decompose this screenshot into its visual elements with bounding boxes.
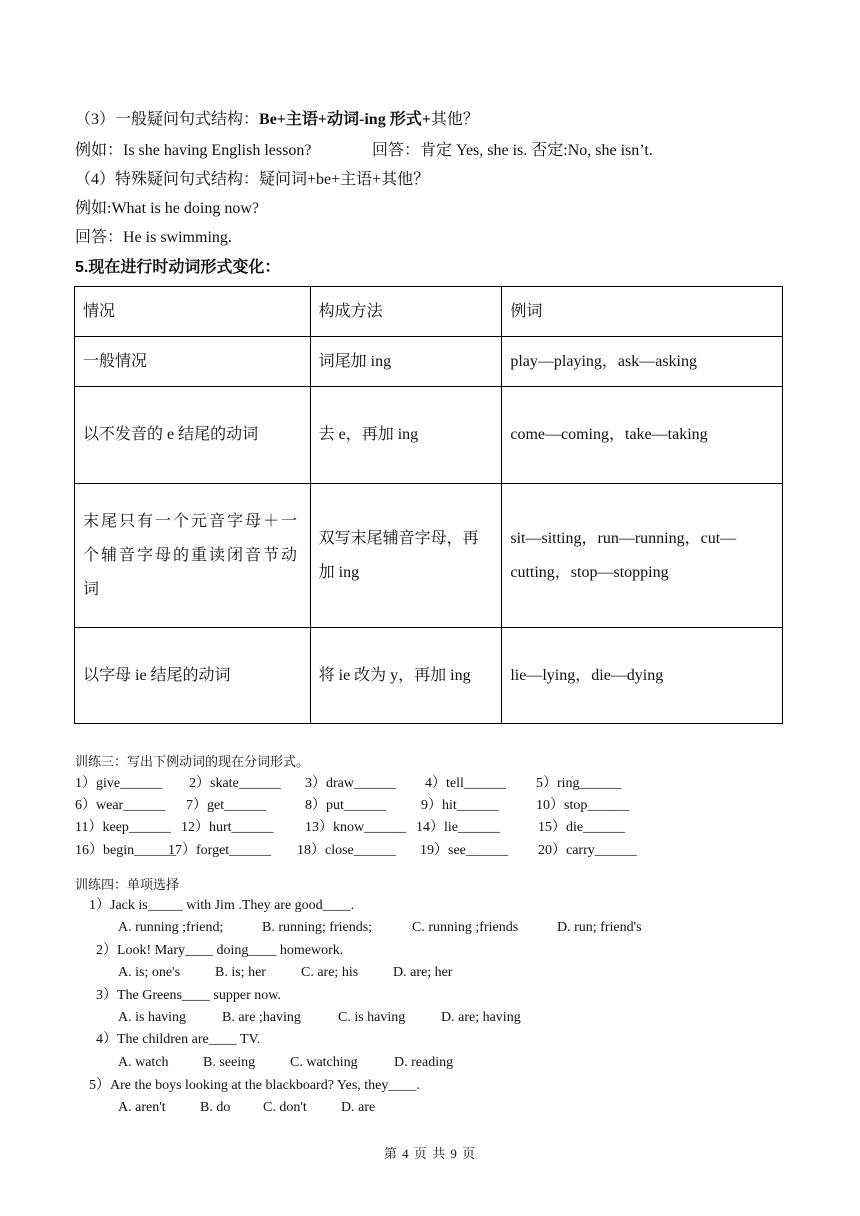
exercise3-item: 7）get______ xyxy=(186,798,267,813)
exercise3-item: 15）die______ xyxy=(538,820,626,835)
exercise3-item: 18）close______ xyxy=(297,843,396,858)
page-number-footer: 第 4 页 共 9 页 xyxy=(383,1146,477,1161)
option: D. are; her xyxy=(393,965,453,980)
q3-prefix: （3）一般疑问句式结构： xyxy=(75,111,260,128)
row-example: lie—lying，die—dying xyxy=(502,628,783,724)
exercise3-item: 13）know______ xyxy=(305,820,407,835)
row-case: 以字母 ie 结尾的动词 xyxy=(75,628,311,724)
row-example: come—coming，take—taking xyxy=(502,387,783,484)
exercise3-item: 16）begin______ xyxy=(75,843,177,858)
exercise3-item: 3）draw______ xyxy=(305,776,396,791)
option: A. aren't xyxy=(118,1100,166,1115)
exercise3-title: 训练三：写出下例动词的现在分词形式。 xyxy=(75,754,310,769)
table-row xyxy=(75,628,783,724)
row-method: 去 e，再加 ing xyxy=(310,387,502,484)
row-example: play—playing，ask—asking xyxy=(502,337,783,387)
exercise3-item: 19）see______ xyxy=(420,843,508,858)
question-stem: 3）The Greens____ supper now. xyxy=(96,988,281,1003)
header-method: 构成方法 xyxy=(310,287,502,337)
option: B. seeing xyxy=(203,1055,256,1070)
option: C. watching xyxy=(290,1055,358,1070)
question-stem: 2）Look! Mary____ doing____ homework. xyxy=(96,943,344,958)
example1-question: 例如：Is she having English lesson? xyxy=(75,142,312,159)
exercise3-item: 14）lie______ xyxy=(416,820,500,835)
exercise3-item: 4）tell______ xyxy=(425,776,506,791)
q3-structure-line xyxy=(75,110,479,130)
row-method: 词尾加 ing xyxy=(310,337,502,387)
option: B. is; her xyxy=(215,965,266,980)
exercise3-item: 17）forget______ xyxy=(168,843,272,858)
table-row xyxy=(75,387,783,484)
question-stem: 1）Jack is_____ with Jim .They are good____. xyxy=(89,898,355,913)
exercise3-item: 20）carry______ xyxy=(538,843,637,858)
table-header-row xyxy=(75,287,783,337)
example1-answer: 回答：肯定 Yes, she is. 否定:No, she isn’t. xyxy=(372,142,653,159)
option: B. are ;having xyxy=(222,1010,301,1025)
section5-heading: 5.现在进行时动词形式变化： xyxy=(75,259,281,276)
exercise3-item: 5）ring______ xyxy=(536,776,622,791)
header-example: 例词 xyxy=(502,287,783,337)
q4-structure-line: （4）特殊疑问句式结构：疑问词+be+主语+其他？ xyxy=(75,171,430,188)
table-row xyxy=(75,484,783,628)
option: A. watch xyxy=(118,1055,169,1070)
row-case: 以不发音的 e 结尾的动词 xyxy=(75,387,311,484)
exercise3-item: 11）keep______ xyxy=(75,820,171,835)
table-row xyxy=(75,337,783,387)
option: B. do xyxy=(200,1100,231,1115)
option: D. are xyxy=(341,1100,376,1115)
row-method: 将 ie 改为 y，再加 ing xyxy=(310,628,502,724)
exercise3-item: 9）hit______ xyxy=(421,798,499,813)
verb-ing-rules-table xyxy=(74,286,783,724)
example2-line: 例如:What is he doing now? xyxy=(75,200,259,217)
example1-line xyxy=(75,141,653,161)
option: A. is; one's xyxy=(118,965,181,980)
header-case: 情况 xyxy=(75,287,311,337)
exercise4-title: 训练四：单项选择 xyxy=(75,877,180,892)
row-example: sit—sitting，run—running，cut—cutting，stop—stopping xyxy=(502,484,783,628)
option: D. are; having xyxy=(441,1010,521,1025)
q3-suffix: 其他？ xyxy=(430,111,479,128)
option: C. running ;friends xyxy=(412,920,519,935)
row-case: 一般情况 xyxy=(75,337,311,387)
option: A. is having xyxy=(118,1010,187,1025)
question-stem: 4）The children are____ TV. xyxy=(96,1032,261,1047)
exercise3-item: 12）hurt______ xyxy=(181,820,274,835)
answer2-line: 回答：He is swimming. xyxy=(75,229,232,246)
exercise3-item: 8）put______ xyxy=(305,798,386,813)
q3-bold: Be+主语+动词-ing 形式+ xyxy=(259,111,431,128)
row-method: 双写末尾辅音字母，再加 ing xyxy=(310,484,502,628)
option: A. running ;friend; xyxy=(118,920,224,935)
question-stem: 5）Are the boys looking at the blackboard? Yes, they____. xyxy=(89,1078,420,1093)
option: C. is having xyxy=(338,1010,406,1025)
option: D. reading xyxy=(394,1055,454,1070)
option: D. run; friend's xyxy=(557,920,642,935)
exercise3-item: 1）give______ xyxy=(75,776,163,791)
option: B. running; friends; xyxy=(262,920,373,935)
row-case: 末尾只有一个元音字母＋一个辅音字母的重读闭音节动词 xyxy=(75,484,311,628)
option: C. are; his xyxy=(301,965,359,980)
exercise3-item: 10）stop______ xyxy=(536,798,630,813)
option: C. don't xyxy=(263,1100,307,1115)
exercise3-item: 2）skate______ xyxy=(189,776,281,791)
exercise3-item: 6）wear______ xyxy=(75,798,166,813)
